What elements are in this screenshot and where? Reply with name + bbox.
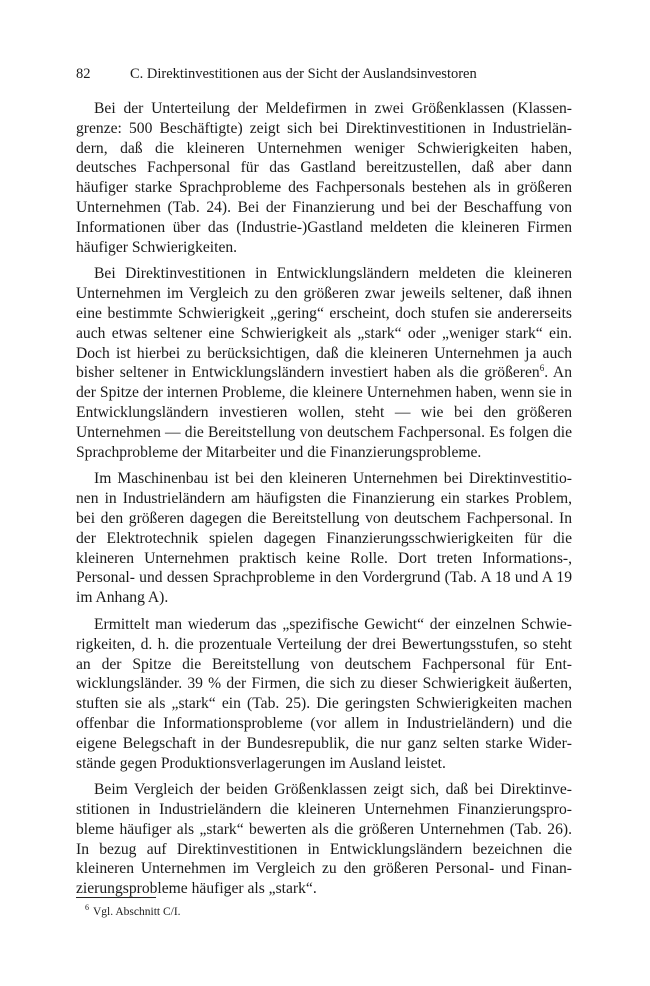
paragraph: Beim Vergleich der beiden Größenklassen zeigt sich, daß bei Direktinvestitionen in Industrieländern die kleineren Unternehmen Finanzierungsprobleme häufiger als „stark“ bewerten als die größeren Unternehmen (Tab. 26). In bezug auf Direktinvestitionen in Entwicklungsländern bezeichnen die kleineren Unternehmen im Vergleich zu den größeren Personal- und Finanzierungsprobleme häufiger als „stark“. — [76, 781, 572, 898]
paragraph: Ermittelt man wiederum das „spezifische Gewicht“ der einzelnen Schwierigkeiten, d. h. die prozentuale Verteilung der drei Bewertungsstufen, so steht an der Spitze die Bereitstellung von deutschem Fachpersonal für Entwicklungsländer. 39 % der Firmen, die sich zu dieser Schwierigkeit äußerten, stuften sie als „stark“ ein (Tab. 25). Die geringsten Schwierigkeiten machen offenbar die Informationsprobleme (vor allem in Industrieländern) und die eigene Belegschaft in der Bundesrepublik, die nur ganz selten starke Widerstände gegen Produktionsverlagerungen im Ausland leistet. — [76, 615, 572, 772]
paragraph-text: . An der Spitze der internen Probleme, die kleinere Unternehmen haben, wenn sie in Entwicklungsländern investieren wollen, steht — wie bei den größeren Unternehmen — die Bereitstellung von deutschem Fachpersonal. Es folgen die Sprachprobleme der Mitarbeiter und die Finanzierungsprobleme. — [76, 364, 572, 461]
paragraph: Bei der Unterteilung der Meldefirmen in zwei Größenklassen (Klassengrenze: 500 Beschäftigte) zeigt sich bei Direktinvestitionen in Industrieländern, daß die kleineren Unternehmen weniger Schwierigkeiten haben, deutsches Fachpersonal für das Gastland bereitzustellen, daß aber dann häufiger starke Sprachprobleme des Fachpersonals bestehen als in größeren Unternehmen (Tab. 24). Bei der Finanzierung und bei der Beschaffung von Informationen über das (Industrie-)Gastland meldeten die kleineren Firmen häufiger Schwierigkeiten. — [76, 100, 572, 256]
footnote-reference: 6 — [539, 363, 545, 374]
page-number: 82 — [76, 66, 91, 82]
paragraph-text: Bei Direktinvestitionen in Entwicklungsländern meldeten die kleineren Unternehmen im Vergleich zu den größeren zwar jeweils seltener, daß ihnen eine bestimmte Schwierigkeit „gering“ erscheint, doch stufen sie andererseits auch etwas seltener eine Schwierigkeit als „stark“ oder „weniger stark“ ein. Doch ist hierbei zu berücksichtigen, daß die kleineren Unternehmen ja auch bisher seltener in Entwicklungsländern investiert haben als die größeren — [76, 265, 572, 382]
paragraph — [76, 264, 572, 462]
footnote-text: Vgl. Abschnitt C/I. — [93, 906, 181, 918]
running-header — [76, 64, 570, 84]
paragraph: Im Maschinenbau ist bei den kleineren Unternehmen bei Direktinvestitionen in Industrieländern am häufigsten die Finanzierung ein starkes Problem, bei den größeren dagegen die Bereitstellung von deutschem Fachpersonal. In der Elektrotechnik spielen dagegen Finanzierungsschwierigkeiten für die kleineren Unternehmen praktisch keine Rolle. Dort treten Informations-, Personal- und dessen Sprachprobleme in den Vordergrund (Tab. A 18 und A 19 im Anhang A). — [76, 470, 572, 607]
footnote-mark: 6 — [85, 903, 89, 913]
footnote-divider — [76, 897, 156, 898]
footnote — [85, 905, 181, 920]
chapter-title: C. Direktinvestitionen aus der Sicht der Auslandsinvestoren — [130, 66, 477, 82]
body-text — [76, 99, 572, 906]
